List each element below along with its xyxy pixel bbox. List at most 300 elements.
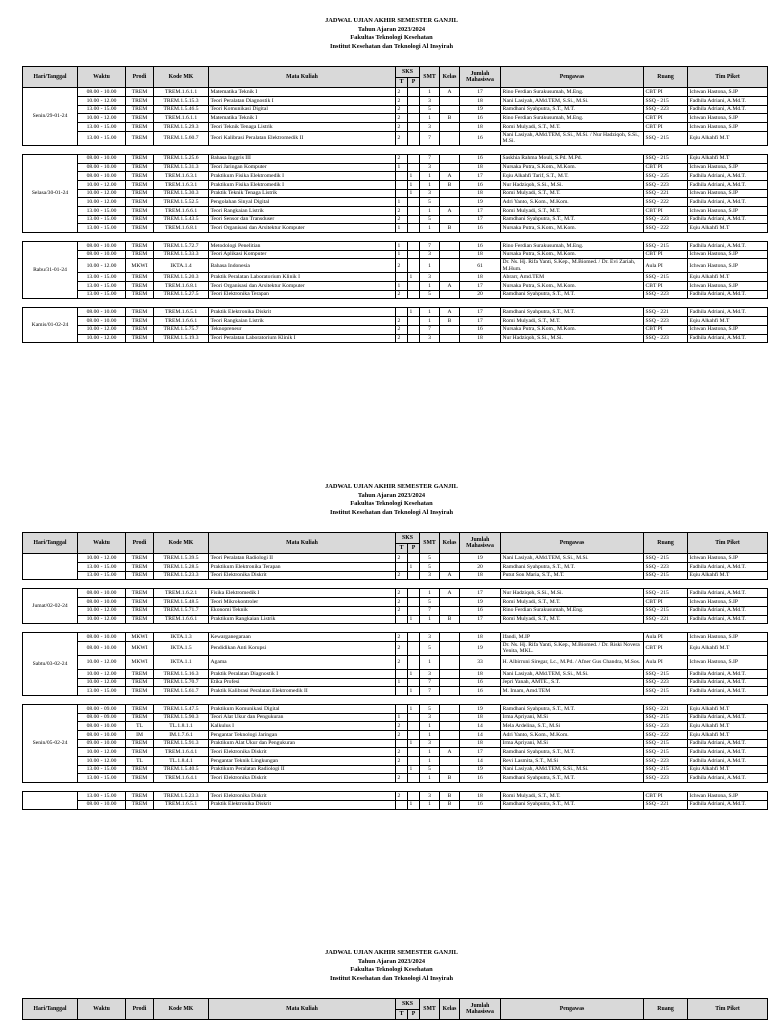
cell-tim-piket: Ichwan Hastona, S.IP [688, 633, 768, 642]
cell-waktu: 08.00 - 10.00 [78, 589, 126, 598]
cell-prodi: TREM [126, 215, 154, 224]
cell-kelas [440, 242, 460, 251]
cell-tim-piket: Fadhila Adriani, A.Md.T. [688, 687, 768, 696]
cell-mata-kuliah: Praktik Peralatan Laboratorium Klinik I [209, 273, 396, 282]
cell-waktu: 10.00 - 12.00 [78, 748, 126, 757]
cell-pengawas: Ramdhani Syahputra, S.T., M.T. [501, 748, 644, 757]
cell-ruang: SSQ - 223 [644, 290, 688, 299]
cell-prodi: TREM [126, 97, 154, 106]
cell-sks-t: 1 [396, 198, 408, 207]
cell-kelas [440, 633, 460, 642]
cell-tim-piket: Fadhila Adriani, A.Md.T. [688, 589, 768, 598]
cell-mata-kuliah: Teori Aplikasi Komputer [209, 250, 396, 259]
table-header [23, 67, 768, 88]
col-smt: SMT [420, 67, 440, 88]
cell-mata-kuliah: Pengolahan Sinyal Digital [209, 198, 396, 207]
cell-kode-mk: TREM.1.5.52.5 [154, 198, 209, 207]
table-row [23, 722, 768, 731]
table-body [23, 554, 768, 809]
cell-smt: 7 [420, 687, 440, 696]
cell-jumlah: 18 [460, 334, 501, 343]
cell-jumlah: 18 [460, 571, 501, 580]
cell-mata-kuliah: Praktik Kalibrasi Peralatan Elektromedik II [209, 687, 396, 696]
cell-pengawas: Nani Lasiyah, AMd.TEM, S.Si., M.Si. [501, 765, 644, 774]
cell-kode-mk: TREM.1.5.15.3 [154, 97, 209, 106]
table-row [23, 308, 768, 317]
cell-kode-mk: TL.1.8.1.1 [154, 722, 209, 731]
cell-sks-p [408, 259, 420, 273]
cell-jumlah: 14 [460, 722, 501, 731]
cell-tim-piket: Fadhila Adriani, A.Md.T. [688, 748, 768, 757]
cell-waktu: 08.00 - 10.00 [78, 250, 126, 259]
table-header [23, 999, 768, 1020]
cell-smt: 1 [420, 722, 440, 731]
cell-smt: 1 [420, 748, 440, 757]
cell-kelas [440, 722, 460, 731]
cell-tim-piket: Fadhila Adriani, A.Md.T. [688, 713, 768, 722]
cell-pengawas: Rino Ferdian Surakusumah, M.Eng. [501, 114, 644, 123]
cell-smt: 1 [420, 172, 440, 181]
cell-tim-piket: Eqiu Alkahfi M.T [688, 224, 768, 233]
cell-kode-mk: TREM.1.6.6.1 [154, 615, 209, 624]
cell-prodi: TREM [126, 687, 154, 696]
table-row [23, 189, 768, 198]
cell-sks-t: 2 [396, 774, 408, 783]
cell-sks-t: 1 [396, 282, 408, 291]
cell-sks-p: 1 [408, 180, 420, 189]
cell-ruang: SSQ - 225 [644, 172, 688, 181]
cell-sks-t [396, 669, 408, 678]
cell-tim-piket: Fadhila Adriani, A.Md.T. [688, 669, 768, 678]
cell-sks-p [408, 206, 420, 215]
cell-tim-piket: Fadhila Adriani, A.Md.T. [688, 308, 768, 317]
col-ruang: Ruang [644, 999, 688, 1020]
cell-kode-mk: TREM.1.5.60.7 [154, 131, 209, 145]
cell-mata-kuliah: Teori Sensor dan Transduser [209, 215, 396, 224]
cell-smt: 1 [420, 224, 440, 233]
cell-kelas [440, 198, 460, 207]
cell-jumlah: 20 [460, 290, 501, 299]
cell-kelas [440, 765, 460, 774]
cell-tim-piket: Eqiu Alkahfi M.T [688, 317, 768, 326]
day-cell: Rabu/31-01-24 [23, 242, 78, 299]
cell-tim-piket: Ichwan Hastona, S.IP [688, 206, 768, 215]
cell-sks-p [408, 163, 420, 172]
cell-sks-t: 2 [396, 97, 408, 106]
cell-ruang: SSQ - 222 [644, 731, 688, 740]
cell-sks-t [396, 180, 408, 189]
table-row [23, 154, 768, 163]
table-row [23, 215, 768, 224]
cell-kode-mk: TREM.1.6.3.1 [154, 180, 209, 189]
col-kode-mk: Kode MK [154, 999, 209, 1020]
cell-kode-mk: TREM.1.6.8.1 [154, 282, 209, 291]
cell-tim-piket: Fadhila Adriani, A.Md.T. [688, 334, 768, 343]
cell-kelas: A [440, 88, 460, 97]
cell-kelas [440, 687, 460, 696]
table-row [23, 250, 768, 259]
cell-waktu: 13.00 - 15.00 [78, 792, 126, 801]
cell-waktu: 08.00 - 10.00 [78, 633, 126, 642]
cell-tim-piket: Ichwan Hastona, S.IP [688, 598, 768, 607]
col-sks-t: T [396, 77, 408, 88]
cell-smt: 3 [420, 713, 440, 722]
cell-smt: 3 [420, 189, 440, 198]
day-cell: Sabtu/03-02-24 [23, 633, 78, 696]
cell-kode-mk: TREM.1.6.6.1 [154, 317, 209, 326]
cell-tim-piket: Fadhila Adriani, A.Md.T. [688, 739, 768, 748]
cell-jumlah: 18 [460, 739, 501, 748]
cell-waktu: 10.00 - 12.00 [78, 669, 126, 678]
table-header [23, 533, 768, 554]
cell-mata-kuliah: Praktik Elektronika Diskrit [209, 308, 396, 317]
schedule-table [22, 532, 768, 809]
cell-smt: 3 [420, 123, 440, 132]
day-cell [23, 792, 78, 809]
col-kelas: Kelas [440, 67, 460, 88]
cell-pengawas: Nur Hadziqoh, S.Si., M.Si. [501, 334, 644, 343]
cell-mata-kuliah: Teori Rangkaian Listrik [209, 206, 396, 215]
day-cell: Selasa/30-01-24 [23, 154, 78, 232]
cell-smt: 3 [420, 739, 440, 748]
cell-sks-p: 1 [408, 704, 420, 713]
cell-jumlah: 18 [460, 123, 501, 132]
cell-sks-t: 2 [396, 154, 408, 163]
table-row [23, 180, 768, 189]
cell-tim-piket: Fadhila Adriani, A.Md.T. [688, 774, 768, 783]
cell-ruang: SSQ - 223 [644, 678, 688, 687]
col-jumlah-mahasiswa: Jumlah Mahasiswa [460, 999, 501, 1020]
cell-mata-kuliah: Praktikum Alat Ukur dan Pengukuran [209, 739, 396, 748]
cell-tim-piket: Ichwan Hastona, S.IP [688, 163, 768, 172]
cell-tim-piket: Ichwan Hastona, S.IP [688, 189, 768, 198]
cell-sks-t: 2 [396, 633, 408, 642]
cell-sks-t: 2 [396, 325, 408, 334]
cell-waktu: 08.00 - 10.00 [78, 641, 126, 655]
page-header [22, 17, 761, 51]
table-row [23, 748, 768, 757]
cell-pengawas: Dr. Ns. Hj. Rifa Yanti, S.Kep., M.Biomed. / Dr. Riski Novera Yenita, MKL. [501, 641, 644, 655]
day-cell: Senin/29-01-24 [23, 88, 78, 145]
col-ruang: Ruang [644, 533, 688, 554]
table-row [23, 704, 768, 713]
cell-kode-mk: TREM.1.6.8.1 [154, 224, 209, 233]
cell-pengawas: Nur Hadziqoh, S.Si., M.Si. [501, 180, 644, 189]
cell-sks-t: 1 [396, 713, 408, 722]
col-waktu: Waktu [78, 67, 126, 88]
cell-ruang: CBT PI [644, 282, 688, 291]
cell-ruang: SSQ - 215 [644, 765, 688, 774]
cell-pengawas: Revi Lasmita, S.T., M.Si [501, 757, 644, 766]
cell-ruang: Aula PI [644, 655, 688, 669]
cell-prodi: TREM [126, 189, 154, 198]
header-institute: Institut Kesehatan dan Teknologi Al Insyirah [329, 42, 454, 50]
cell-sks-p [408, 722, 420, 731]
cell-kelas [440, 189, 460, 198]
spacer-cell [23, 233, 768, 242]
cell-jumlah: 16 [460, 800, 501, 809]
cell-mata-kuliah: Teori Kalibrasi Peralatan Elektromedik II [209, 131, 396, 145]
cell-tim-piket: Ichwan Hastona, S.IP [688, 259, 768, 273]
cell-prodi: MKWI [126, 641, 154, 655]
cell-ruang: CBT PI [644, 250, 688, 259]
cell-kode-mk: TREM.1.5.25.6 [154, 154, 209, 163]
cell-waktu: 10.00 - 12.00 [78, 198, 126, 207]
cell-kode-mk: TREM.1.5.48.5 [154, 598, 209, 607]
cell-sks-t: 2 [396, 598, 408, 607]
cell-prodi: MKWI [126, 655, 154, 669]
cell-sks-p: 1 [408, 563, 420, 572]
cell-tim-piket: Ichwan Hastona, S.IP [688, 655, 768, 669]
cell-sks-p: 1 [408, 615, 420, 624]
cell-sks-t: 2 [396, 655, 408, 669]
cell-smt: 3 [420, 163, 440, 172]
cell-kelas: A [440, 308, 460, 317]
cell-sks-p [408, 713, 420, 722]
cell-kelas [440, 131, 460, 145]
cell-pengawas: Romi Mulyadi, S.T., M.T. [501, 189, 644, 198]
cell-kode-mk: TREM.1.6.5.1 [154, 308, 209, 317]
header-faculty: Fakultas Teknologi Kesehatan [350, 966, 433, 974]
group-spacer [23, 624, 768, 633]
cell-sks-t [396, 615, 408, 624]
group-spacer [23, 580, 768, 589]
col-prodi: Prodi [126, 533, 154, 554]
table-row [23, 774, 768, 783]
cell-pengawas: Ramdhani Syahputra, S.T., M.T. [501, 308, 644, 317]
cell-kelas [440, 757, 460, 766]
cell-prodi: TREM [126, 704, 154, 713]
header-row [23, 67, 768, 78]
cell-sks-t: 2 [396, 757, 408, 766]
cell-pengawas: Putut Son Maria, S.T., M.T. [501, 571, 644, 580]
cell-sks-p: 1 [408, 765, 420, 774]
cell-smt: 1 [420, 114, 440, 123]
cell-kode-mk: TREM.1.5.43.5 [154, 215, 209, 224]
cell-jumlah: 17 [460, 308, 501, 317]
cell-tim-piket: Fadhila Adriani, A.Md.T. [688, 606, 768, 615]
cell-sks-p [408, 105, 420, 114]
cell-ruang: SSQ - 215 [644, 554, 688, 563]
cell-prodi: TREM [126, 765, 154, 774]
cell-ruang: Aula PI [644, 259, 688, 273]
cell-jumlah: 19 [460, 598, 501, 607]
cell-kelas: B [440, 800, 460, 809]
cell-kelas [440, 163, 460, 172]
cell-pengawas: Irma Apriyani, M.Si [501, 713, 644, 722]
cell-sks-t [396, 189, 408, 198]
cell-waktu: 08.00 - 10.00 [78, 800, 126, 809]
group-spacer [23, 783, 768, 792]
cell-kelas [440, 325, 460, 334]
cell-sks-t: 2 [396, 290, 408, 299]
cell-mata-kuliah: Teori Elektronika Diskrit [209, 748, 396, 757]
cell-tim-piket: Fadhila Adriani, A.Md.T. [688, 198, 768, 207]
header-institute: Institut Kesehatan dan Teknologi Al Insyirah [329, 974, 454, 982]
cell-sks-t: 2 [396, 317, 408, 326]
cell-pengawas: Nursaka Putra, S.Kom., M.Kom. [501, 224, 644, 233]
cell-pengawas: M. Imam, Amd.TEM [501, 687, 644, 696]
cell-mata-kuliah: Matematika Teknik I [209, 88, 396, 97]
cell-waktu: 13.00 - 15.00 [78, 215, 126, 224]
cell-kelas: A [440, 206, 460, 215]
cell-mata-kuliah: Praktikum Fisika Elektromedik I [209, 180, 396, 189]
cell-kode-mk: TREM.1.6.1.1 [154, 88, 209, 97]
cell-waktu: 13.00 - 15.00 [78, 687, 126, 696]
cell-pengawas: Ramdhani Syahputra, S.T., M.T. [501, 563, 644, 572]
cell-tim-piket: Fadhila Adriani, A.Md.T. [688, 180, 768, 189]
cell-waktu: 13.00 - 15.00 [78, 563, 126, 572]
cell-sks-p [408, 655, 420, 669]
cell-kode-mk: TREM.1.5.40.5 [154, 765, 209, 774]
cell-smt: 5 [420, 765, 440, 774]
cell-prodi: TREM [126, 224, 154, 233]
cell-smt: 1 [420, 180, 440, 189]
cell-tim-piket: Fadhila Adriani, A.Md.T. [688, 215, 768, 224]
table-row [23, 317, 768, 326]
cell-kode-mk: IKTA.1.4 [154, 259, 209, 273]
table-row [23, 334, 768, 343]
cell-sks-p [408, 215, 420, 224]
cell-prodi: TREM [126, 282, 154, 291]
cell-waktu: 08.00 - 09.00 [78, 704, 126, 713]
cell-pengawas: Nursaka Putra, S.Kom., M.Kom. [501, 250, 644, 259]
col-jumlah-mahasiswa: Jumlah Mahasiswa [460, 533, 501, 554]
cell-smt: 5 [420, 215, 440, 224]
cell-prodi: TREM [126, 317, 154, 326]
cell-waktu: 08.00 - 10.00 [78, 242, 126, 251]
cell-smt: 1 [420, 317, 440, 326]
schedule-page-3 [22, 949, 761, 1020]
table-row [23, 678, 768, 687]
cell-kode-mk: TREM.1.6.5.1 [154, 800, 209, 809]
cell-pengawas: Nursaka Putra, S.Kom., M.Kom. [501, 163, 644, 172]
cell-prodi: MKWI [126, 259, 154, 273]
cell-ruang: SSQ - 215 [644, 242, 688, 251]
cell-pengawas: Eqiu Alkahfi Tarif, S.T., M.T. [501, 172, 644, 181]
cell-waktu: 08.00 - 10.00 [78, 308, 126, 317]
cell-mata-kuliah: Praktik Peralatan Diagnostik I [209, 669, 396, 678]
cell-sks-t: 2 [396, 334, 408, 343]
cell-waktu: 08.00 - 10.00 [78, 154, 126, 163]
cell-kelas: A [440, 282, 460, 291]
cell-pengawas: Romi Mulyadi, S.T., M.T. [501, 206, 644, 215]
cell-prodi: TREM [126, 88, 154, 97]
cell-waktu: 13.00 - 15.00 [78, 206, 126, 215]
cell-sks-t: 1 [396, 678, 408, 687]
cell-mata-kuliah: Teori Jaringan Komputer [209, 163, 396, 172]
cell-mata-kuliah: Praktikum Komunikasi Digital [209, 704, 396, 713]
cell-mata-kuliah: Teori Elektronika Diskrit [209, 774, 396, 783]
cell-tim-piket: Fadhila Adriani, A.Md.T. [688, 615, 768, 624]
cell-jumlah: 17 [460, 215, 501, 224]
cell-jumlah: 17 [460, 615, 501, 624]
header-year: Tahun Ajaran 2023/2024 [357, 491, 426, 499]
cell-pengawas: Adri Yanto, S.Kom., M.Kom. [501, 731, 644, 740]
col-kelas: Kelas [440, 533, 460, 554]
cell-sks-t [396, 273, 408, 282]
header-title: JADWAL UJIAN AKHIR SEMESTER GANJIL [325, 949, 458, 956]
cell-jumlah: 61 [460, 259, 501, 273]
cell-smt: 3 [420, 273, 440, 282]
cell-waktu: 10.00 - 12.00 [78, 606, 126, 615]
table-row [23, 554, 768, 563]
cell-waktu: 08.00 - 10.00 [78, 598, 126, 607]
col-sks: SKS [396, 67, 420, 78]
cell-waktu: 13.00 - 15.00 [78, 105, 126, 114]
cell-smt: 5 [420, 554, 440, 563]
cell-kelas [440, 739, 460, 748]
cell-ruang: SSQ - 215 [644, 589, 688, 598]
cell-sks-p: 1 [408, 739, 420, 748]
cell-mata-kuliah: Teori Alat Ukur dan Pengukuran [209, 713, 396, 722]
cell-kelas [440, 704, 460, 713]
cell-waktu: 08.00 - 10.00 [78, 172, 126, 181]
table-row [23, 739, 768, 748]
cell-mata-kuliah: Teori Organisasi dan Arsitektur Komputer [209, 224, 396, 233]
table-row [23, 131, 768, 145]
cell-pengawas: Ramdhani Syahputra, S.T., M.T. [501, 290, 644, 299]
cell-sks-p [408, 598, 420, 607]
cell-pengawas: Romi Mulyadi, S.T., M.T. [501, 598, 644, 607]
cell-mata-kuliah: Teori Elektronika Diskrit [209, 792, 396, 801]
cell-tim-piket: Ichwan Hastona, S.IP [688, 282, 768, 291]
cell-pengawas: Nani Lasiyah, AMd.TEM, S.Si., M.Si. [501, 669, 644, 678]
cell-jumlah: 19 [460, 105, 501, 114]
cell-prodi: TREM [126, 792, 154, 801]
cell-waktu: 08.00 - 09.00 [78, 713, 126, 722]
cell-prodi: TREM [126, 325, 154, 334]
cell-kelas [440, 273, 460, 282]
cell-sks-t: 1 [396, 163, 408, 172]
col-smt: SMT [420, 533, 440, 554]
cell-kode-mk: TREM.1.5.30.3 [154, 189, 209, 198]
cell-sks-p [408, 131, 420, 145]
cell-prodi: TREM [126, 290, 154, 299]
cell-tim-piket: Fadhila Adriani, A.Md.T. [688, 172, 768, 181]
cell-jumlah: 18 [460, 633, 501, 642]
cell-kode-mk: IM.1.7.6.1 [154, 731, 209, 740]
col-pengawas: Pengawas [501, 67, 644, 88]
cell-sks-p: 1 [408, 273, 420, 282]
cell-sks-p [408, 554, 420, 563]
cell-prodi: IM [126, 731, 154, 740]
cell-prodi: TREM [126, 589, 154, 598]
cell-pengawas: Abrarr, Amd.TEM [501, 273, 644, 282]
cell-tim-piket: Eqiu Alkahfi M.T [688, 131, 768, 145]
cell-sks-t [396, 800, 408, 809]
cell-kelas [440, 250, 460, 259]
cell-tim-piket: Ichwan Hastona, S.IP [688, 250, 768, 259]
col-mata-kuliah: Mata Kuliah [209, 67, 396, 88]
cell-tim-piket: Eqiu Alkahfi M.T [688, 704, 768, 713]
cell-sks-t: 2 [396, 206, 408, 215]
cell-ruang: CBT PI [644, 325, 688, 334]
cell-pengawas: Rino Ferdian Surakusumah, M.Eng. [501, 88, 644, 97]
table-row [23, 206, 768, 215]
cell-kelas [440, 97, 460, 106]
col-pengawas: Pengawas [501, 999, 644, 1020]
cell-pengawas: Nursaka Putra, S.Kom., M.Kom. [501, 325, 644, 334]
cell-jumlah: 18 [460, 792, 501, 801]
cell-kode-mk: TREM.1.5.27.5 [154, 290, 209, 299]
cell-jumlah: 17 [460, 206, 501, 215]
cell-ruang: Aula PI [644, 633, 688, 642]
cell-sks-t: 2 [396, 792, 408, 801]
cell-pengawas: Ramdhani Syahputra, S.T., M.T. [501, 215, 644, 224]
cell-waktu: 10.00 - 12.00 [78, 334, 126, 343]
cell-mata-kuliah: Teori Elektronika Diskrit [209, 571, 396, 580]
